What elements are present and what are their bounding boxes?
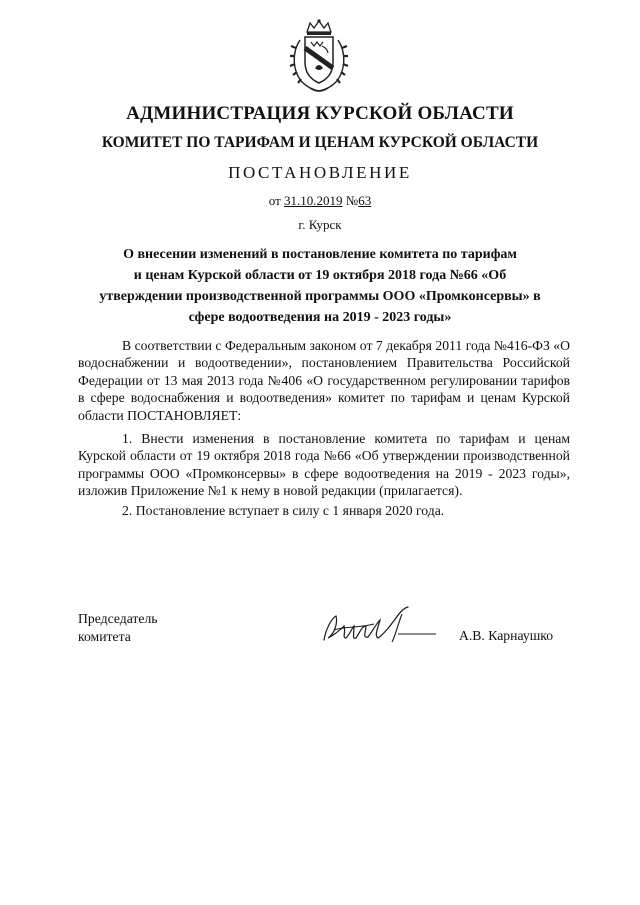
date-number-line [0, 193, 640, 209]
handwritten-signature-icon [316, 604, 444, 650]
preamble-paragraph: В соответствии с Федеральным законом от 7 декабря 2011 года №416-ФЗ «О водоснабжении и водоотведении», постановлением Правительства Российской Федерации от 13 мая 2013 года №406 «О государственном регулировании тарифов в сфере водоснабжения и водоотведения» комитет по тарифам и ценам Курской области ПОСТАНОВЛЯЕТ: [78, 338, 570, 423]
signer-position [78, 610, 158, 646]
signer-name: А.В. Карнаушко [459, 628, 554, 643]
item-2-paragraph: 2. Постановление вступает в силу с 1 января 2020 года. [122, 502, 445, 518]
number-sign: № [342, 193, 359, 208]
title-line: сфере водоотведения на 2019 - 2023 годы» [188, 310, 452, 325]
city: г. Курск [298, 217, 342, 232]
title-line: О внесении изменений в постановление комитета по тарифам [123, 247, 517, 262]
date-prefix: от [268, 193, 285, 208]
document-body [78, 337, 570, 519]
document-type: ПОСТАНОВЛЕНИЕ [228, 163, 412, 182]
coat-of-arms-icon [286, 18, 352, 94]
committee-name: КОМИТЕТ ПО ТАРИФАМ И ЦЕНАМ КУРСКОЙ ОБЛАСТИ [101, 134, 539, 151]
title-line: и ценам Курской области от 19 октября 2018 года №66 «Об [133, 268, 507, 283]
organization-name: АДМИНИСТРАЦИЯ КУРСКОЙ ОБЛАСТИ [126, 103, 514, 124]
item-1-paragraph: 1. Внести изменения в постановление комитета по тарифам и ценам Курской области от 19 октября 2018 года №66 «Об утверждении производственной программы ООО «Промконсервы» в сфере водоотведения на 2019 - 2023 годы», изложив Приложение №1 к нему в новой редакции (прилагается). [78, 431, 570, 499]
title-line: утверждении производственной программы ООО «Промконсервы» в [99, 289, 541, 304]
signer-position-line: Председатель [78, 611, 158, 626]
document-number: 63 [358, 193, 372, 208]
document-date: 31.10.2019 [284, 193, 343, 208]
document-title [90, 244, 550, 328]
signer-position-line: комитета [78, 629, 131, 644]
